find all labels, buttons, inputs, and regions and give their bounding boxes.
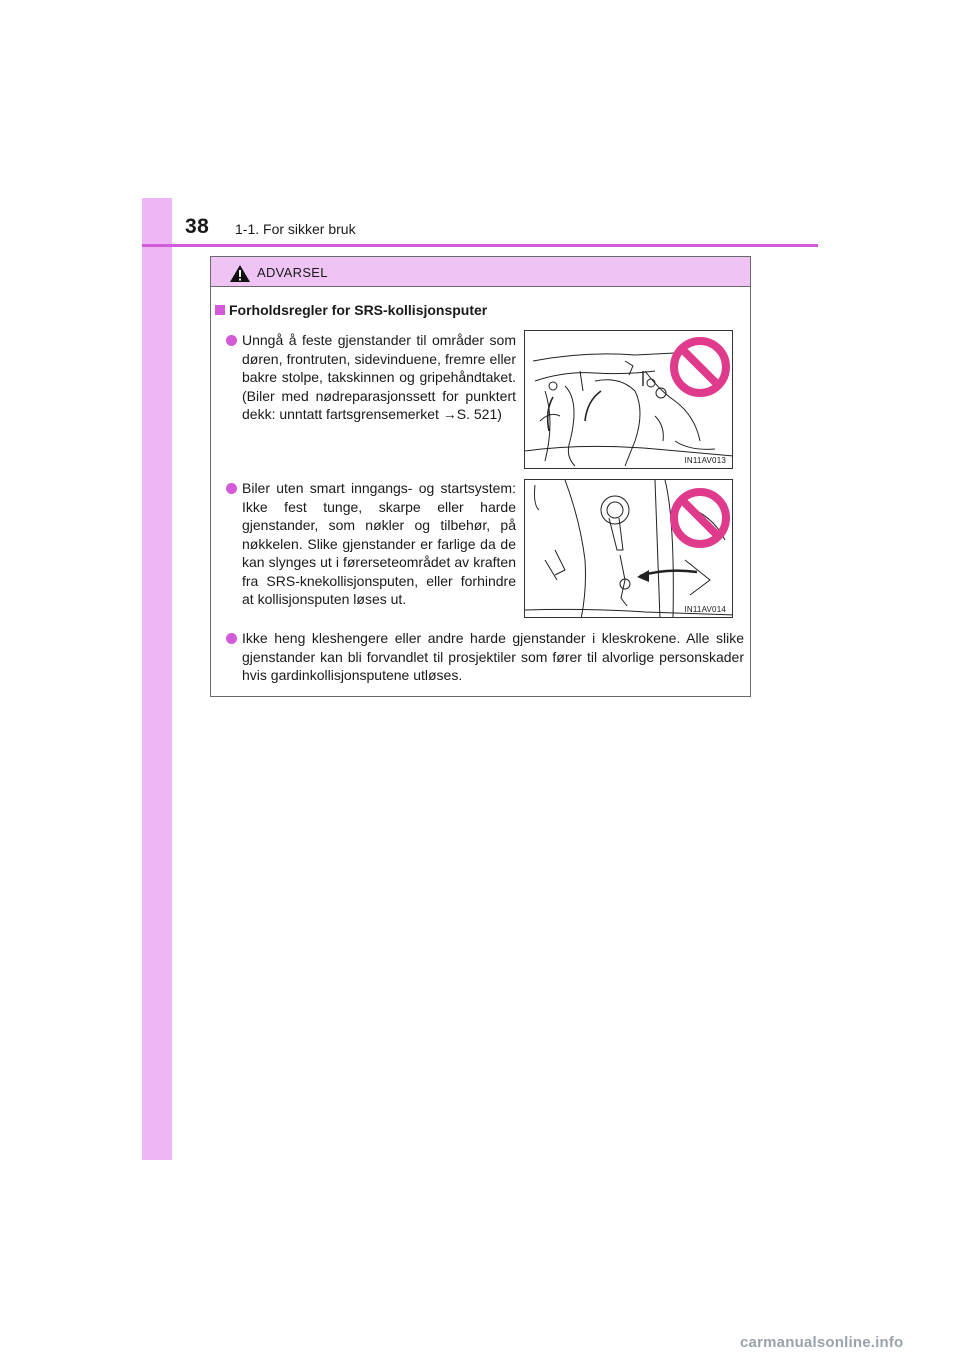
key-illustration: [525, 480, 733, 618]
side-tab-strip: [142, 198, 172, 1160]
figure-key-with-objects: [524, 479, 733, 618]
prohibition-icon: [674, 341, 726, 393]
figure-code: IN11AV013: [684, 456, 726, 465]
warning-bullet-3: Ikke heng kleshengere eller andre harde gjenstander i kleskrokene. Alle slike gjenstander kan bli forvandlet til prosjektiler som fører til alvorlige personskader hvis gardinkollisjonsputene utløses.: [242, 630, 744, 683]
header-rule: [142, 244, 818, 247]
section-title: 1-1. For sikker bruk: [235, 221, 356, 237]
warning-title: ADVARSEL: [257, 265, 328, 280]
watermark: carmanualsonline.info: [740, 1334, 904, 1351]
bullet-dot-icon: [226, 633, 237, 644]
warning-subheading: [215, 302, 487, 318]
warning-header: [211, 257, 750, 287]
warning-bullet-2: Biler uten smart inngangs- og startsystem: Ikke fest tunge, skarpe eller harde gjenstander, som nøkler og tilbehør, på nøkkelen. Slike gjenstander er farlige da de kan slynges ut i førerseteområdet av kraften fra SRS-knekollisjonsputen, eller forhindre at kollisjonsputen løses ut.: [242, 480, 516, 607]
interior-illustration: [525, 331, 733, 469]
figure-roof-rail-objects: [524, 330, 733, 469]
bullet-dot-icon: [226, 335, 237, 346]
warning-bullet-1: Unngå å feste gjenstander til områder som døren, frontruten, sidevinduene, fremre eller bakre stolpe, takskinnen og gripehåndtaket. (Biler med nødreparasjonssett for punktert dekk: unntatt fartsgrensemerket →S. 521): [242, 332, 516, 422]
subheading-text: Forholdsregler for SRS-kollisjonsputer: [229, 302, 488, 318]
prohibition-icon: [674, 492, 726, 544]
warning-box: [210, 256, 751, 697]
warning-triangle-icon: [229, 264, 251, 283]
bullet-dot-icon: [226, 483, 237, 494]
square-bullet-icon: [215, 305, 225, 315]
page-header: [185, 215, 815, 245]
page-number: 38: [185, 215, 210, 238]
figure-code: IN11AV014: [684, 605, 726, 614]
